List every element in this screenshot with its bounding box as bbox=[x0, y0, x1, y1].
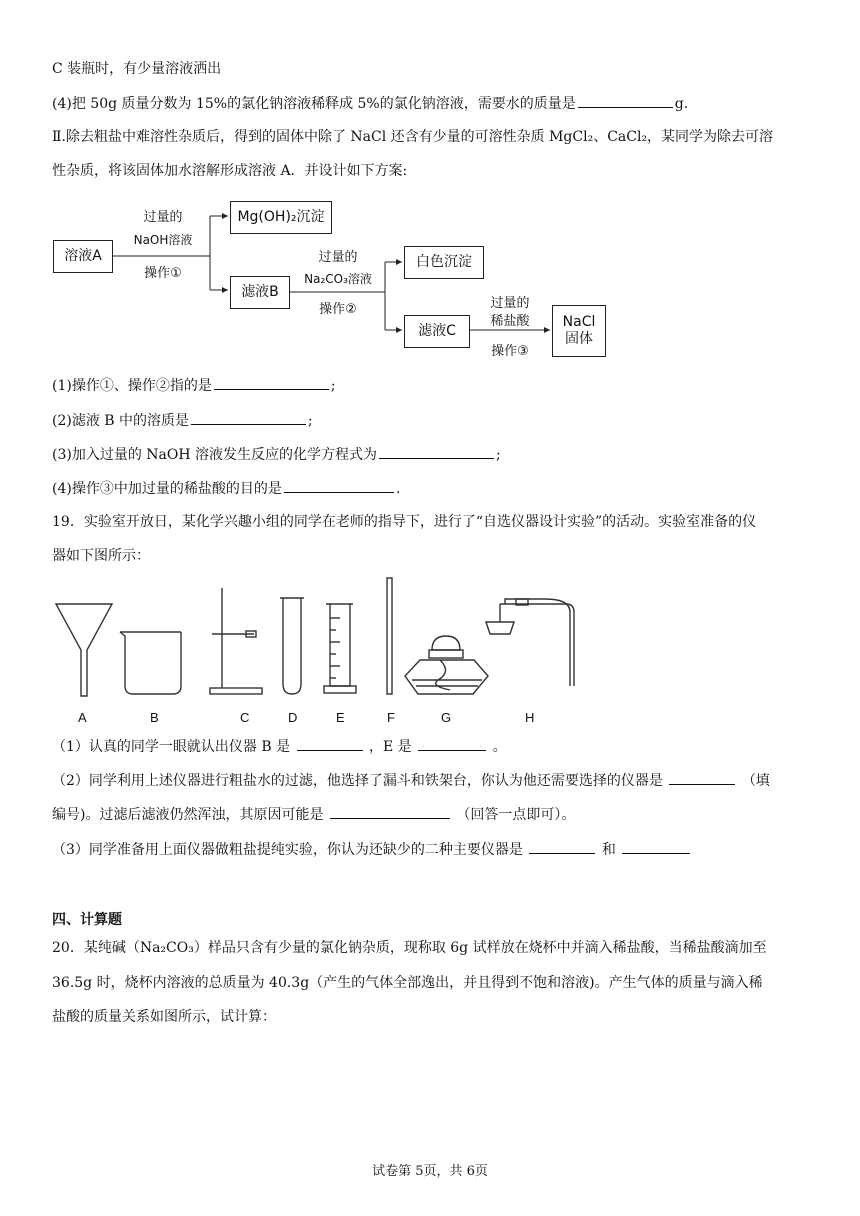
box-white-precipitate: 白色沉淀 bbox=[404, 246, 484, 279]
answer-blank[interactable] bbox=[330, 804, 450, 819]
box-filtrate-b: 滤液B bbox=[230, 276, 290, 309]
question-20-line-2: 36.5g 时，烧杯内溶液的总质量为 40.3g（产生的气体全部逸出，并且得到不饱和溶液)。产生气体的质量与滴入稀 bbox=[52, 975, 763, 991]
section-4-heading: 四、计算题 bbox=[52, 912, 122, 928]
question-20-line-1: 20．某纯碱（Na₂CO₃）样品只含有少量的氯化钠杂质，现称取 6g 试样放在烧杯中并滴入稀盐酸，当稀盐酸滴加至 bbox=[52, 940, 767, 956]
answer-blank[interactable] bbox=[622, 839, 690, 854]
option-c: C 装瓶时，有少量溶液洒出 bbox=[52, 61, 222, 77]
box-filtrate-c: 滤液C bbox=[404, 315, 470, 348]
instrument-label-d: D bbox=[288, 710, 298, 725]
page-footer: 试卷第 5页，共 6页 bbox=[372, 1164, 488, 1179]
question-19-2-line-2: 编号)。过滤后滤液仍然浑浊，其原因可能是 （回答一点即可）。 bbox=[52, 804, 575, 825]
label-operation-1: 操作① bbox=[144, 266, 182, 281]
alcohol-lamp-icon bbox=[405, 636, 488, 694]
question-4-dilution: (4)把 50g 质量分数为 15%的氯化钠溶液稀释成 5%的氯化钠溶液，需要水的质量是 g. bbox=[52, 93, 688, 114]
answer-blank-b[interactable] bbox=[297, 736, 363, 751]
instrument-label-c: C bbox=[240, 710, 250, 725]
answer-blank[interactable] bbox=[669, 770, 735, 785]
section-ii-intro-1: Ⅱ.除去粗盐中难溶性杂质后，得到的固体中除了 NaCl 还含有少量的可溶性杂质 MgCl₂、CaCl₂，某同学为除去可溶 bbox=[52, 129, 774, 145]
graduated-cylinder-icon bbox=[324, 604, 356, 693]
beaker-icon bbox=[120, 632, 181, 694]
box-mgoh2-precipitate: Mg(OH)₂沉淀 bbox=[230, 201, 332, 234]
iron-stand-icon bbox=[210, 588, 262, 694]
instrument-label-b: B bbox=[150, 710, 159, 725]
instrument-label-e: E bbox=[336, 710, 345, 725]
funnel-icon bbox=[56, 604, 112, 696]
label-naoh-solution: NaOH溶液 bbox=[133, 233, 193, 247]
question-2: (2)滤液 B 中的溶质是 ; bbox=[52, 410, 313, 431]
instrument-label-f: F bbox=[387, 710, 395, 725]
stopper-delivery-tube-icon bbox=[486, 599, 574, 686]
glass-rod-icon bbox=[387, 578, 392, 694]
label-dilute-hcl: 稀盐酸 bbox=[490, 314, 530, 329]
question-19-line-2: 器如下图所示： bbox=[52, 548, 150, 564]
instrument-label-a: A bbox=[78, 710, 87, 725]
question-19-line-1: 19．实验室开放日，某化学兴趣小组的同学在老师的指导下，进行了“自选仪器设计实验”的活动。实验室准备的仪 bbox=[52, 514, 757, 530]
answer-blank[interactable] bbox=[529, 839, 595, 854]
question-4: (4)操作③中加过量的稀盐酸的目的是 . bbox=[52, 478, 400, 499]
box-nacl-solid: NaCl 固体 bbox=[552, 305, 606, 357]
instrument-label-g: G bbox=[441, 710, 452, 725]
question-19-1: （1）认真的同学一眼就认出仪器 B 是 ，E 是 。 bbox=[52, 736, 507, 757]
label-operation-3: 操作③ bbox=[491, 344, 529, 359]
answer-blank-e[interactable] bbox=[418, 736, 486, 751]
label-excess-3: 过量的 bbox=[490, 296, 530, 311]
label-na2co3-solution: Na₂CO₃溶液 bbox=[304, 272, 372, 286]
question-3: (3)加入过量的 NaOH 溶液发生反应的化学方程式为 ; bbox=[52, 444, 501, 465]
box-solution-a: 溶液A bbox=[53, 240, 113, 273]
label-excess-2: 过量的 bbox=[318, 250, 358, 265]
section-ii-intro-2: 性杂质，将该固体加水溶解形成溶液 A．并设计如下方案: bbox=[52, 163, 408, 179]
question-20-line-3: 盐酸的质量关系如图所示，试计算： bbox=[52, 1009, 276, 1025]
instrument-label-h: H bbox=[525, 710, 535, 725]
test-tube-icon bbox=[280, 598, 304, 694]
label-excess-1: 过量的 bbox=[143, 210, 183, 225]
question-19-2-line-1: （2）同学利用上述仪器进行粗盐水的过滤，他选择了漏斗和铁架台，你认为他还需要选择的仪器是 （填 bbox=[52, 770, 770, 791]
question-19-3: （3）同学准备用上面仪器做粗盐提纯实验，你认为还缺少的二种主要仪器是 和 bbox=[52, 839, 692, 860]
question-1: (1)操作①、操作②指的是 ; bbox=[52, 375, 336, 396]
label-operation-2: 操作② bbox=[319, 302, 357, 317]
